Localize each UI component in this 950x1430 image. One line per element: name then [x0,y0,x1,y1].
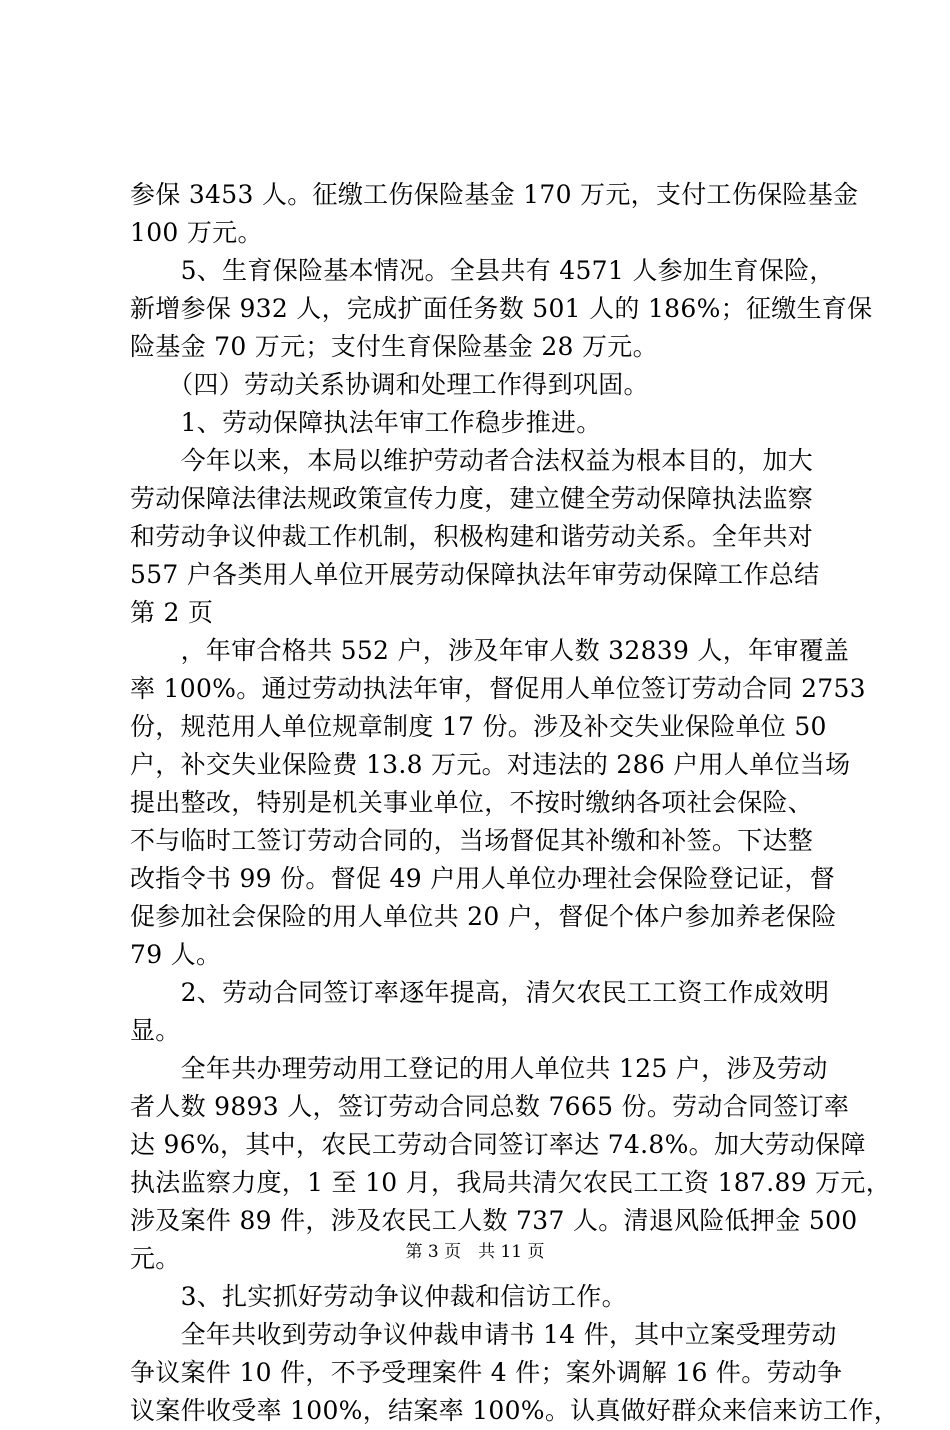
text-line: 不与临时工签订劳动合同的，当场督促其补缴和补签。下达整 [130,826,814,855]
page-footer [0,1242,950,1262]
text-line: 79 人。 [130,940,222,969]
text-line: 全年共办理劳动用工登记的用人单位共 125 户，涉及劳动 [130,1054,828,1083]
text-line: 争议案件 10 件，不予受理案件 4 件；案外调解 16 件。劳动争 [130,1358,843,1387]
subsection-heading: 2、劳动合同签订率逐年提高，清欠农民工工资工作成效明 [130,978,830,1007]
text-line: 提出整改，特别是机关事业单位，不按时缴纳各项社会保险、 [130,788,814,817]
text-line: 参保 3453 人。征缴工伤保险基金 170 万元，支付工伤保险基金 [130,180,859,209]
text-line: ，年审合格共 552 户，涉及年审人数 32839 人，年审覆盖 [130,636,850,665]
text-line: 份，规范用人单位规章制度 17 份。涉及补交失业保险单位 50 [130,712,827,741]
text-line: 新增参保 932 人，完成扩面任务数 501 人的 186%；征缴生育保 [130,294,873,323]
text-line: 和劳动争议仲裁工作机制，积极构建和谐劳动关系。全年共对 [130,522,814,551]
text-line: 执法监察力度，1 至 10 月，我局共清欠农民工工资 187.89 万元， [130,1168,892,1197]
text-line: 率 100%。通过劳动执法年审，督促用人单位签订劳动合同 2753 [130,674,866,703]
text-line: 改指令书 99 份。督促 49 户用人单位办理社会保险登记证，督 [130,864,836,893]
text-line: 涉及案件 89 件，涉及农民工人数 737 人。清退风险低押金 500 [130,1206,858,1235]
section-heading: （四）劳动关系协调和处理工作得到巩固。 [130,370,649,399]
subsection-heading: 1、劳动保障执法年审工作稳步推进。 [130,408,602,437]
text-line: 今年以来，本局以维护劳动者合法权益为根本目的，加大 [130,446,814,475]
subsection-heading: 3、扎实抓好劳动争议仲裁和信访工作。 [130,1282,627,1311]
page-number: 第 3 页 共 11 页 [405,1242,545,1262]
text-line: 议案件收受率 100%，结案率 100%。认真做好群众来信来访工作， [130,1396,900,1425]
text-line: 促参加社会保险的用人单位共 20 户，督促个体户参加养老保险 [130,902,837,931]
text-line: 者人数 9893 人，签订劳动合同总数 7665 份。劳动合同签订率 [130,1092,850,1121]
text-line: 100 万元。 [130,218,263,247]
text-line: 全年共收到劳动争议仲裁申请书 14 件，其中立案受理劳动 [130,1320,837,1349]
text-line: 达 96%，其中，农民工劳动合同签订率达 74.8%。加大劳动保障 [130,1130,866,1159]
text-line: 557 户各类用人单位开展劳动保障执法年审劳动保障工作总结 [130,560,820,589]
text-line: 劳动保障法律法规政策宣传力度，建立健全劳动保障执法监察 [130,484,814,513]
text-line: 户，补交失业保险费 13.8 万元。对违法的 286 户用人单位当场 [130,750,851,779]
text-line: 元。 [130,1244,181,1273]
text-line: 5、生育保险基本情况。全县共有 4571 人参加生育保险， [130,256,835,285]
text-line: 险基金 70 万元；支付生育保险基金 28 万元。 [130,332,658,361]
text-line: 显。 [130,1016,181,1045]
text-line: 第 2 页 [130,598,214,627]
